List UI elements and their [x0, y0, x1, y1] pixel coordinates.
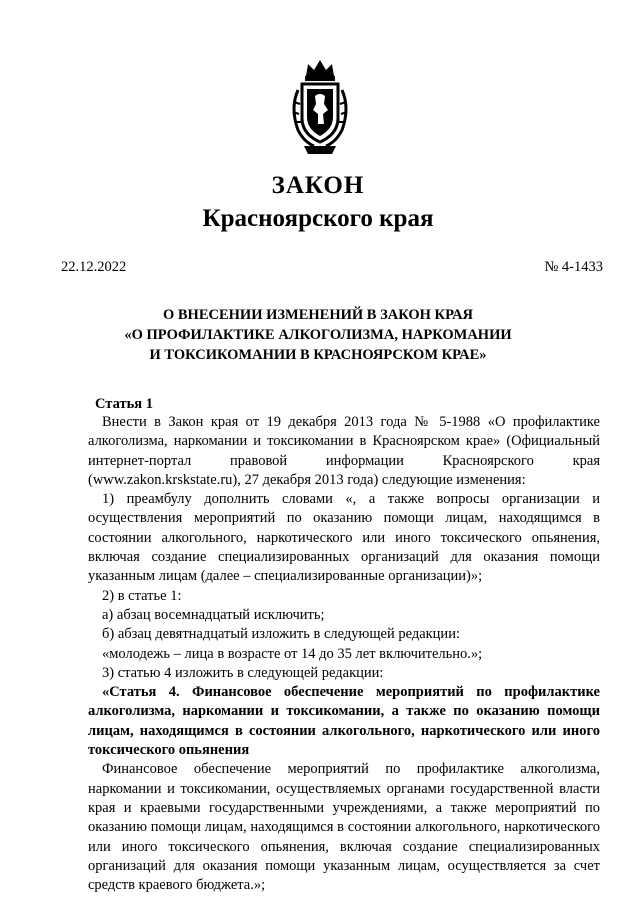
heading-line: И ТОКСИКОМАНИИ В КРАСНОЯРСКОМ КРАЕ» [149, 347, 487, 363]
law-heading [0, 305, 636, 365]
paragraph: Финансовое обеспечение мероприятий по профилактике алкоголизма, наркомании и токсикомании, осуществляемых органами государственной власти края и краевыми государственными учреждениями, а также мероприятий по оказанию помощи лицам, находящимся в состоянии алкогольного, наркотического или иного токсического опьянения, включая создание специализированных организаций для оказания помощи указанным лицам, осуществляется за счет средств краевого бюджета.»; [88, 761, 600, 894]
coat-of-arms-icon [288, 56, 352, 160]
paragraph: «молодежь – лица в возрасте от 14 до 35 лет включительно.»; [102, 645, 483, 662]
paragraph: Внести в Закон края от 19 декабря 2013 года № 5-1988 «О профилактике алкоголизма, наркомании и токсикомании в Красноярском крае» (Официальный интернет-портал правовой информации Красноярского края (www.zakon.krskstate.ru), 27 декабря 2013 года) следующие изменения: [88, 414, 600, 488]
paragraph: 2) в статье 1: [102, 587, 182, 604]
paragraph-article-4-title: «Статья 4. Финансовое обеспечение мероприятий по профилактике алкоголизма, наркомании и токсикомании, а также по оказанию помощи лицам, находящимся в состоянии алкогольного, наркотического или иного токсического опьянения [88, 684, 600, 759]
paragraph: 3) статью 4 изложить в следующей редакции: [102, 664, 384, 681]
heading-line: «О ПРОФИЛАКТИКЕ АЛКОГОЛИЗМА, НАРКОМАНИИ [124, 327, 512, 343]
paragraph: б) абзац девятнадцатый изложить в следующей редакции: [102, 626, 460, 643]
paragraph: а) абзац восемнадцатый исключить; [102, 606, 325, 623]
law-title: ЗАКОН [271, 172, 365, 199]
law-date: 22.12.2022 [61, 259, 127, 275]
article-title: Статья 1 [95, 396, 153, 412]
heading-line: О ВНЕСЕНИИ ИЗМЕНЕНИЙ В ЗАКОН КРАЯ [162, 307, 474, 323]
article-body [88, 413, 600, 895]
law-subtitle: Красноярского края [202, 205, 434, 232]
law-number: № 4-1433 [544, 259, 603, 275]
paragraph: 1) преамбулу дополнить словами «, а также вопросы организации и осуществления мероприятий по оказанию помощи лицам, находящимся в состоянии алкогольного, наркотического или иного токсического опьянения, включая создание специализированных организаций для оказания помощи указанным лицам (далее – специализированные организации)»; [88, 491, 600, 585]
